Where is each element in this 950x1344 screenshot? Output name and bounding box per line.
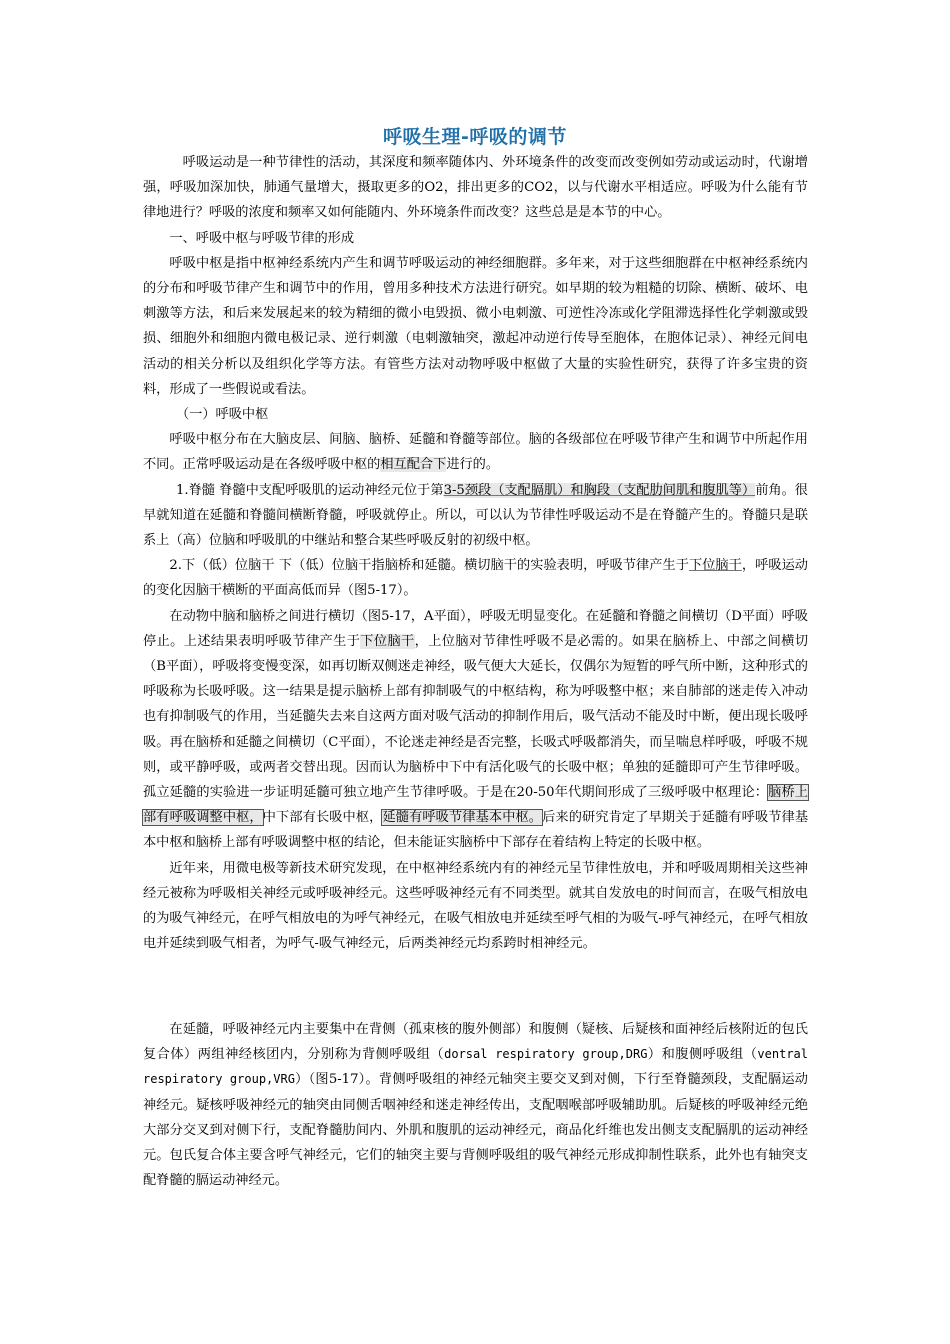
text-run: ）（图5-17）。背侧呼吸组的神经元轴突主要交叉到对侧，下行至脊髓颈段，支配膈运动神经元。疑核呼吸神经元的轴突由同侧舌咽神经和迷走神经传出，支配咽喉部呼吸辅助肌。后疑核的呼吸神经元绝大部分交叉到对侧下行，支配脊髓肋间内、外肌和腹肌的运动神经元，商品化纤维也发出侧支支配膈肌的运动神经元。包氏复合体主要含呼气神经元，它们的轴突主要与背侧呼吸组的吸气神经元形成抑制性联系，此外也有轴突支配脊髓的膈运动神经元。 — [143, 1072, 808, 1189]
text-run: 进行的。 — [446, 457, 500, 473]
boxed-text: 脑桥上部有呼吸调整中枢， — [143, 785, 809, 826]
text-run: 后来的研究肯定了早期关于延髓有呼吸节律基本中枢和脑桥上部有呼吸调整中枢的结论，但未能证实脑桥中下部存在着结构上特定的长吸中枢。 — [143, 810, 809, 851]
text-run: ，上位脑对节律性呼吸不是必需的。如果在脑桥上、中部之间横切（B平面），呼吸将变慢变深，如再切断双侧迷走神经，吸气便大大延长，仅偶尔为短暂的呼气所中断，这种形式的呼吸称为长吸呼吸。这一结果是提示脑桥上部有抑制吸气的中枢结构，称为呼吸整中枢；来自肺部的迷走传入冲动也有抑制吸气的作用，当延髓失去来自这两方面对吸气活动的抑制作用后，吸气活动不能及时中断，便出现长吸呼吸。再在脑桥和延髓之间横切（C平面），不论迷走神经是否完整，长吸式呼吸都消失，而呈喘息样呼吸，呼吸不规则，或平静呼吸，或两者交替出现。因而认为脑桥中下中有活化吸气的长吸中枢；单独的延髓即可产生节律呼吸。孤立延髓的实验进一步证明延髓可独立地产生节律呼吸。于是在20-50年代期间形成了三级呼吸中枢理论： — [143, 633, 809, 801]
spinal-cord-paragraph — [143, 478, 808, 554]
highlighted-text: 3-5颈段（支配膈肌）和胸段（支配肋间肌和腹肌等） — [443, 482, 756, 498]
medulla-paragraph — [143, 1017, 808, 1193]
english-term: ventral respiratory group,VRG — [143, 1047, 808, 1087]
transection-paragraph — [143, 604, 808, 856]
distribution-paragraph — [143, 427, 808, 477]
text-run: ）和腹侧呼吸组（ — [647, 1047, 758, 1063]
intro-paragraph: 呼吸运动是一种节律性的活动，其深度和频率随体内、外环境条件的改变而改变例如劳动或运动时，代谢增强，呼吸加深加快，肺通气量增大，摄取更多的O2，排出更多的CO2，以与代谢水平相适应。呼吸为什么能有节律地进行？呼吸的浓度和频率又如何能随内、外环境条件而改变？这些总是是本节的中心。 — [143, 155, 808, 221]
text-run: 1.脊髓 脊髓中支配呼吸肌的运动神经元位于第 — [176, 482, 444, 498]
highlighted-text: 下位脑干 — [360, 633, 415, 649]
text-run: 在动物中脑和脑桥之间进行横切（图5-17，A平面），呼吸无明显变化。在延髓和脊髓之间横切（D平面）呼吸停止。上述结果表明呼吸节律产生于 — [143, 608, 808, 649]
section-heading: 一、呼吸中枢与呼吸节律的形成 — [169, 230, 355, 246]
text-run: 呼吸中枢分布在大脑皮层、间脑、脑桥、延髓和脊髓等部位。脑的各级部位在呼吸节律产生和调节中所起作用不同。正常呼吸运动是在各级呼吸中枢的 — [143, 432, 808, 473]
center-definition-paragraph: 呼吸中枢是指中枢神经系统内产生和调节呼吸运动的神经细胞群。多年来，对于这些细胞群在中枢神经系统内的分布和呼吸节律产生和调节中的作用，曾用多种技术方法进行研究。如早期的较为粗糙的切除、横断、破坏、电刺激等方法，和后来发展起来的较为精细的微小电毁损、微小电刺激、可逆性冷冻或化学阻滞选择性化学刺激或毁损、细胞外和细胞内微电极记录、逆行刺激（电刺激轴突，激起冲动逆行传导至胞体，在胞体记录）、神经元间电活动的相关分析以及组织化学等方法。有管些方法对动物呼吸中枢做了大量的实验性研究，获得了许多宝贵的资料，形成了一些假说或看法。 — [143, 255, 808, 397]
recent-research-paragraph: 近年来，用微电极等新技术研究发现，在中枢神经系统内有的神经元呈节律性放电，并和呼吸周期相关这些神经元被称为呼吸相关神经元或呼吸神经元。这些呼吸神经元有不同类型。就其自发放电的时间而言，在吸气相放电的为吸气神经元，在呼气相放电的为呼气神经元，在吸气相放电并延续至呼气相的为吸气-呼气神经元，在呼气相放电并延续到吸气相者，为呼气-吸气神经元，后两类神经元均系跨时相神经元。 — [143, 860, 808, 952]
main-text-block — [143, 150, 808, 957]
english-term: dorsal respiratory group,DRG — [444, 1047, 648, 1062]
text-run: 中下部有长吸中枢， — [262, 810, 383, 826]
highlighted-text: 相互配合下 — [380, 457, 447, 473]
subsection-heading: （一）呼吸中枢 — [176, 407, 269, 423]
underlined-text: 下位脑干 — [688, 558, 742, 574]
page-title: 呼吸生理-呼吸的调节 — [383, 126, 567, 148]
text-run: 2.下（低）位脑干 下（低）位脑干指脑桥和延髓。横切脑干的实验表明，呼吸节律产生于 — [169, 558, 689, 574]
boxed-text: 延髓有呼吸节律基本中枢。 — [382, 810, 543, 826]
text-run: 在延髓，呼吸神经元内主要集中在背侧（孤束核的腹外侧部）和腹侧（疑核、后疑核和面神经后核附近的包氏复合体）两组神经核团内，分别称为背侧呼吸组（ — [143, 1022, 808, 1063]
text-run: 前角。很早就知道在延髓和脊髓间横断脊髓，呼吸就停止。所以，可以认为节律性呼吸运动不是在脊髓产生的。脊髓只是联系上（高）位脑和呼吸肌的中继站和整合某些呼吸反射的初级中枢。 — [143, 482, 808, 549]
second-text-block — [143, 1017, 808, 1193]
lower-brainstem-paragraph — [143, 553, 808, 603]
text-run: ，呼吸运动的变化因脑干横断的平面高低而异（图5-17）。 — [143, 558, 808, 599]
